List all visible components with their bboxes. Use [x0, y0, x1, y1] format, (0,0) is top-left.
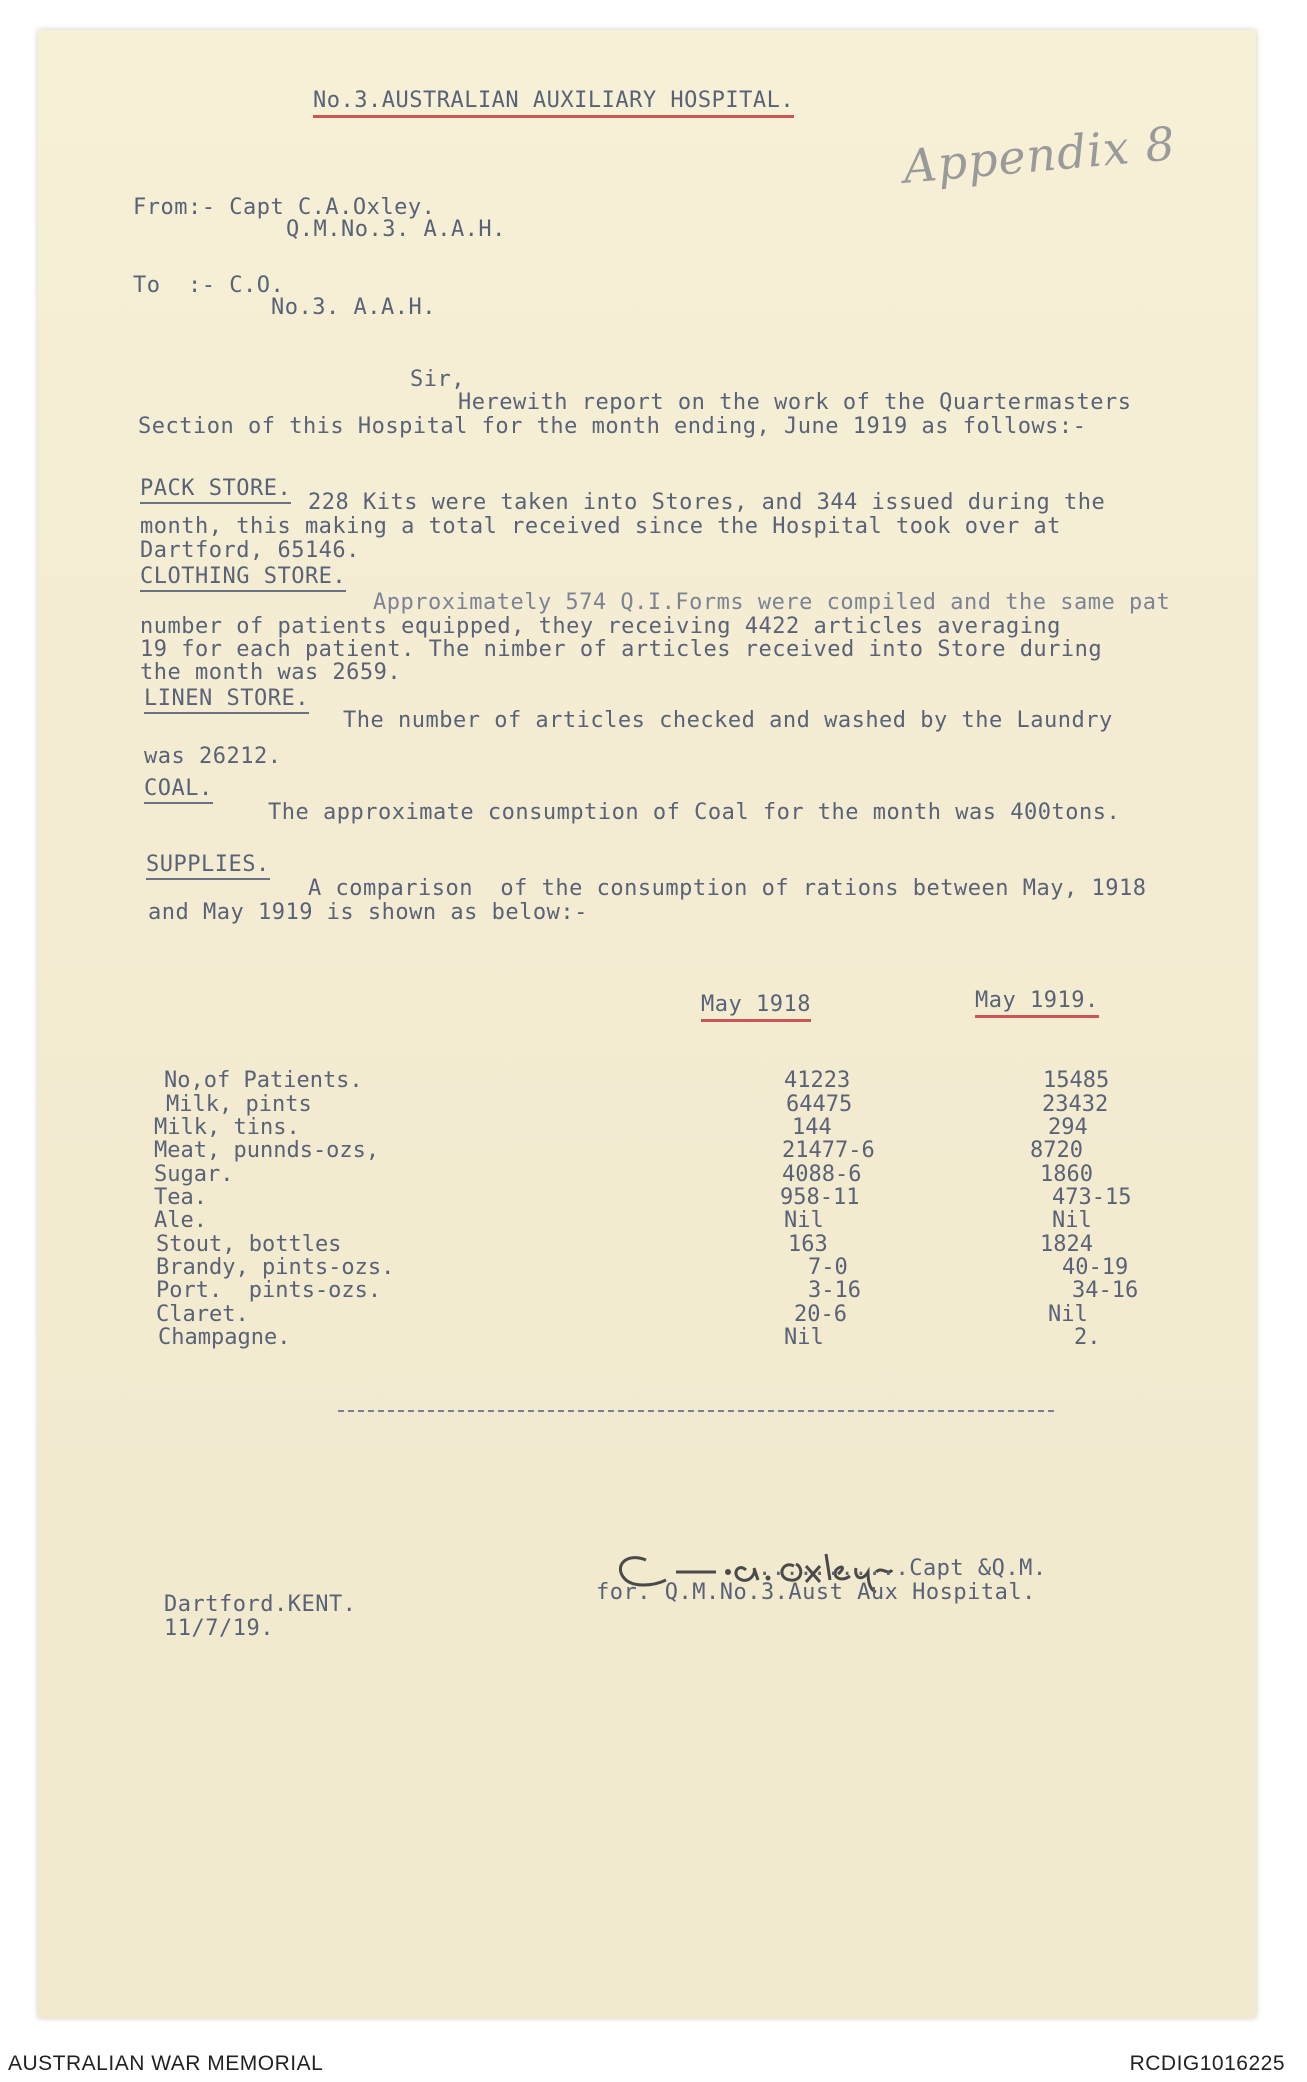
row-label: Brandy, pints-ozs.: [156, 1255, 395, 1280]
pack-store-line-1: 228 Kits were taken into Stores, and 344 issued during the: [308, 490, 1106, 515]
date: 11/7/19.: [164, 1616, 274, 1641]
value-1918: 21477-6: [782, 1138, 875, 1163]
coal-line-1: The approximate consumption of Coal for the month was 400tons.: [268, 800, 1121, 825]
signature-rank: ...........Capt &Q.M.: [758, 1556, 1047, 1581]
row-label: Meat, punnds-ozs,: [154, 1138, 380, 1163]
divider-line: [338, 1410, 1054, 1412]
table-row: [38, 1092, 1256, 1116]
row-label: Milk, pints: [166, 1092, 312, 1117]
appendix-annotation: Appendix 8: [901, 116, 1178, 194]
table-row: [38, 1325, 1256, 1349]
clothing-store-line-3: 19 for each patient. The nimber of articles received into Store during: [140, 637, 1103, 662]
document-title: No.3.AUSTRALIAN AUXILIARY HOSPITAL.: [313, 88, 794, 118]
value-1918: 64475: [786, 1092, 853, 1117]
row-label: Port. pints-ozs.: [156, 1278, 382, 1303]
archive-credit: AUSTRALIAN WAR MEMORIAL: [8, 2052, 324, 2075]
value-1918: Nil: [784, 1208, 824, 1233]
table-row: [38, 1278, 1256, 1302]
value-1919: Nil: [1052, 1208, 1092, 1233]
value-1918: 20-6: [794, 1302, 847, 1327]
supplies-heading: SUPPLIES.: [146, 852, 270, 880]
from-unit: Q.M.No.3. A.A.H.: [286, 217, 506, 242]
value-1919: 15485: [1043, 1068, 1110, 1093]
table-row: [38, 1068, 1256, 1092]
row-label: Tea.: [154, 1185, 207, 1210]
value-1918: 3-16: [808, 1278, 861, 1303]
place: Dartford.KENT.: [164, 1592, 357, 1617]
linen-store-line-1: The number of articles checked and washed by the Laundry: [343, 708, 1113, 733]
signature-unit: for. Q.M.No.3.Aust Aux Hospital.: [596, 1580, 1036, 1605]
salutation: Sir,: [410, 367, 465, 392]
value-1919: 8720: [1030, 1138, 1083, 1163]
value-1918: 958-11: [780, 1185, 860, 1210]
clothing-store-line-1: Approximately 574 Q.I.Forms were compiled and the same pat: [373, 590, 1171, 615]
value-1918: 41223: [784, 1068, 851, 1093]
from-line: From:- Capt C.A.Oxley.: [133, 195, 436, 220]
col-header-1919: May 1919.: [975, 988, 1099, 1018]
row-label: No,of Patients.: [164, 1068, 363, 1093]
table-row: [38, 1255, 1256, 1279]
value-1919: 23432: [1042, 1092, 1109, 1117]
row-label: Sugar.: [154, 1162, 234, 1187]
intro-line-1: Herewith report on the work of the Quartermasters: [458, 390, 1132, 415]
value-1919: 2.: [1074, 1325, 1101, 1350]
value-1918: 7-0: [808, 1255, 848, 1280]
pack-store-line-2: month, this making a total received since the Hospital took over at: [140, 514, 1061, 539]
row-label: Ale.: [154, 1208, 207, 1233]
archive-id: RCDIG1016225: [1129, 2052, 1285, 2075]
table-row: [38, 1162, 1256, 1186]
document-page: [38, 30, 1256, 2018]
value-1919: Nil: [1048, 1302, 1088, 1327]
row-label: Champagne.: [158, 1325, 291, 1350]
supplies-line-2: and May 1919 is shown as below:-: [148, 900, 588, 925]
clothing-store-heading: CLOTHING STORE.: [140, 564, 346, 592]
table-row: [38, 1115, 1256, 1139]
value-1918: 163: [788, 1232, 828, 1257]
value-1918: 144: [792, 1115, 832, 1140]
value-1919: 473-15: [1052, 1185, 1132, 1210]
col-header-1918: May 1918: [701, 992, 811, 1022]
to-unit: No.3. A.A.H.: [271, 295, 436, 320]
coal-heading: COAL.: [144, 776, 213, 804]
table-row: [38, 1232, 1256, 1256]
clothing-store-line-4: the month was 2659.: [140, 660, 402, 685]
pack-store-line-3: Dartford, 65146.: [140, 538, 360, 563]
row-label: Claret.: [156, 1302, 249, 1327]
table-row: [38, 1185, 1256, 1209]
to-line: To :- C.O.: [133, 273, 285, 298]
pack-store-heading: PACK STORE.: [140, 476, 291, 504]
table-row: [38, 1208, 1256, 1232]
value-1918: 4088-6: [782, 1162, 862, 1187]
linen-store-heading: LINEN STORE.: [144, 686, 309, 714]
value-1919: 1860: [1040, 1162, 1093, 1187]
value-1919: 1824: [1040, 1232, 1093, 1257]
row-label: Stout, bottles: [156, 1232, 342, 1257]
row-label: Milk, tins.: [154, 1115, 300, 1140]
table-row: [38, 1138, 1256, 1162]
value-1919: 40-19: [1062, 1255, 1129, 1280]
linen-store-line-2: was 26212.: [144, 744, 282, 769]
clothing-store-line-2: number of patients equipped, they receiving 4422 articles averaging: [140, 614, 1061, 639]
value-1918: Nil: [784, 1325, 824, 1350]
value-1919: 294: [1048, 1115, 1088, 1140]
intro-line-2: Section of this Hospital for the month ending, June 1919 as follows:-: [138, 414, 1087, 439]
table-row: [38, 1302, 1256, 1326]
value-1919: 34-16: [1072, 1278, 1139, 1303]
supplies-line-1: A comparison of the consumption of rations between May, 1918: [308, 876, 1147, 901]
